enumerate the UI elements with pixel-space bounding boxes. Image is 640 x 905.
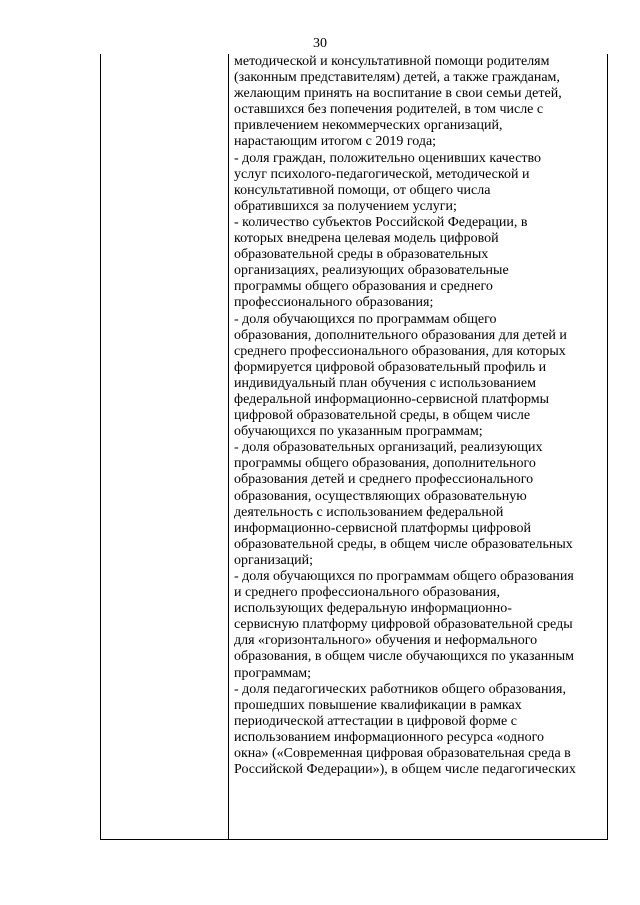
- text-line: (законным представителям) детей, а также гражданам,: [234, 70, 560, 86]
- text-line: - доля граждан, положительно оценивших качество: [234, 150, 542, 166]
- text-line: консультативной помощи, от общего числа: [234, 182, 491, 198]
- text-line: использующих федеральную информационно-: [234, 601, 512, 617]
- table-left-cell: [101, 54, 229, 839]
- text-line: периодической аттестации в цифровой форме с: [234, 713, 517, 729]
- text-line: сервисную платформу цифровой образовательной среды: [234, 617, 573, 633]
- text-line: окна» («Современная цифровая образовательная среда в: [234, 746, 571, 762]
- text-line: - количество субъектов Российской Федерации, в: [234, 214, 528, 230]
- text-line: образования, дополнительного образования для детей и: [234, 327, 567, 343]
- text-line: образования детей и среднего профессионального: [234, 472, 534, 488]
- text-line: среднего профессионального образования, для которых: [234, 343, 566, 359]
- text-line: программам;: [234, 665, 312, 681]
- document-table: [100, 54, 608, 840]
- text-line: для «горизонтального» обучения и неформального: [234, 633, 538, 649]
- text-line: которых внедрена целевая модель цифровой: [234, 231, 499, 247]
- text-line: индивидуальный план обучения с использованием: [234, 375, 536, 391]
- text-line: и среднего профессионального образования,: [234, 585, 500, 601]
- text-line: обратившихся за получением услуги;: [234, 198, 457, 214]
- text-line: использованием информационного ресурса «одного: [234, 729, 545, 745]
- text-line: образования, в общем числе обучающихся по указанным: [234, 649, 574, 665]
- text-line: - доля обучающихся по программам общего образования: [234, 569, 574, 584]
- text-line: программы общего образования и среднего: [234, 279, 493, 295]
- text-line: деятельность с использованием федеральной: [234, 504, 504, 520]
- text-line: методической и консультативной помощи родителям: [234, 54, 550, 69]
- text-line: профессионального образования;: [234, 295, 434, 311]
- text-line: программы общего образования, дополнительного: [234, 456, 536, 472]
- text-line: организаций;: [234, 552, 314, 568]
- text-line: формируется цифровой образовательный профиль и: [234, 359, 547, 375]
- table-right-cell: [229, 54, 607, 839]
- text-line: организациях, реализующих образовательные: [234, 263, 509, 279]
- text-line: - доля обучающихся по программам общего: [234, 311, 497, 327]
- text-line: услуг психолого-педагогической, методической и: [234, 166, 530, 182]
- text-line: - доля педагогических работников общего образования,: [234, 681, 566, 697]
- text-line: обучающихся по указанным программам;: [234, 424, 483, 440]
- text-line: образовательной среды, в общем числе образовательных: [234, 536, 573, 552]
- text-line: Российской Федерации»), в общем числе педагогических: [234, 762, 576, 778]
- text-line: цифровой образовательной среды, в общем числе: [234, 408, 531, 424]
- text-line: информационно-сервисной платформы цифровой: [234, 520, 531, 536]
- text-line: - доля образовательных организаций, реализующих: [234, 440, 543, 456]
- text-line: образования, осуществляющих образовательную: [234, 488, 527, 504]
- text-line: желающим принять на воспитание в свои семьи детей,: [234, 86, 562, 102]
- text-line: прошедших повышение квалификации в рамках: [234, 697, 522, 713]
- page-number: 30: [313, 36, 327, 51]
- text-line: федеральной информационно-сервисной платформы: [234, 391, 550, 407]
- text-line: привлечением некоммерческих организаций,: [234, 118, 503, 134]
- text-line: оставшихся без попечения родителей, в том числе с: [234, 102, 544, 118]
- text-line: нарастающим итогом с 2019 года;: [234, 134, 437, 150]
- text-line: образовательной среды в образовательных: [234, 247, 489, 263]
